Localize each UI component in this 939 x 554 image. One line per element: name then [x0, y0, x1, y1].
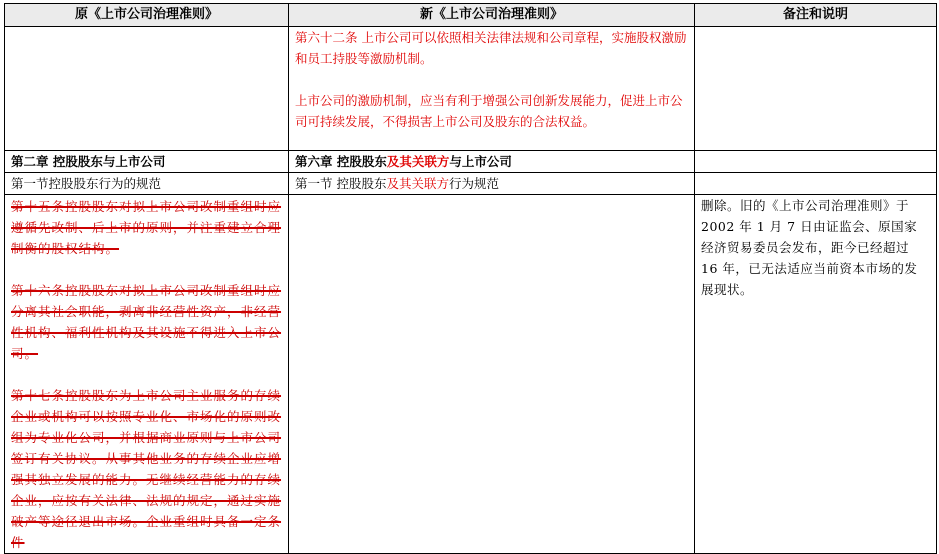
header-new: 新《上市公司治理准则》 — [289, 4, 695, 27]
original-cell-empty — [5, 27, 289, 151]
original-section-title: 第一节控股股东行为的规范 — [5, 173, 289, 195]
comparison-table — [4, 3, 937, 554]
new-article-62-cell — [289, 27, 695, 151]
deleted-article-15: 第十五条控股股东对拟上市公司改制重组时应遵循先改制、后上市的原则，并注重建立合理制衡的股权结构。 — [11, 199, 282, 256]
original-deleted-articles-cell — [5, 195, 289, 554]
added-text: 及其关联方 — [386, 154, 450, 169]
new-cell-empty — [289, 195, 695, 554]
header-original: 原《上市公司治理准则》 — [5, 4, 289, 27]
notes-cell-empty — [695, 173, 937, 195]
section-row — [5, 173, 937, 195]
notes-cell-empty — [695, 27, 937, 151]
header-row — [5, 4, 937, 27]
header-notes: 备注和说明 — [695, 4, 937, 27]
deletion-note: 删除。旧的《上市公司治理准则》于 2002 年 1 月 7 日由证监会、原国家经济贸易委员会发布，距今已经超过 16 年，已无法适应当前资本市场的发展现状。 — [695, 195, 937, 554]
new-chapter-title: 第六章 控股股东及其关联方与上市公司 — [289, 151, 695, 173]
chapter-row — [5, 151, 937, 173]
deleted-article-17: 第十七条控股股东为上市公司主业服务的存续企业或机构可以按照专业化、市场化的原则改组为专业化公司，并根据商业原则与上市公司签订有关协议。从事其他业务的存续企业应增强其独立发展的能力。无继续经营能力的存续企业，应按有关法律、法规的规定，通过实施破产等途径退出市场。企业重组时具备一定条件 — [11, 388, 282, 550]
added-text: 及其关联方 — [386, 176, 449, 191]
table-row — [5, 195, 937, 554]
new-incentive-text: 上市公司的激励机制，应当有利于增强公司创新发展能力，促进上市公司可持续发展，不得损害上市公司及股东的合法权益。 — [295, 93, 683, 129]
table-row — [5, 27, 937, 151]
notes-cell-empty — [695, 151, 937, 173]
deleted-article-16: 第十六条控股股东对拟上市公司改制重组时应分离其社会职能，剥离非经营性资产，非经营性机构、福利性机构及其设施不得进入上市公司。 — [11, 283, 282, 361]
original-chapter-title: 第二章 控股股东与上市公司 — [5, 151, 289, 173]
new-section-title: 第一节 控股股东及其关联方行为规范 — [289, 173, 695, 195]
new-article-62-text: 第六十二条 上市公司可以依照相关法律法规和公司章程，实施股权激励和员工持股等激励机制。 — [295, 30, 687, 66]
